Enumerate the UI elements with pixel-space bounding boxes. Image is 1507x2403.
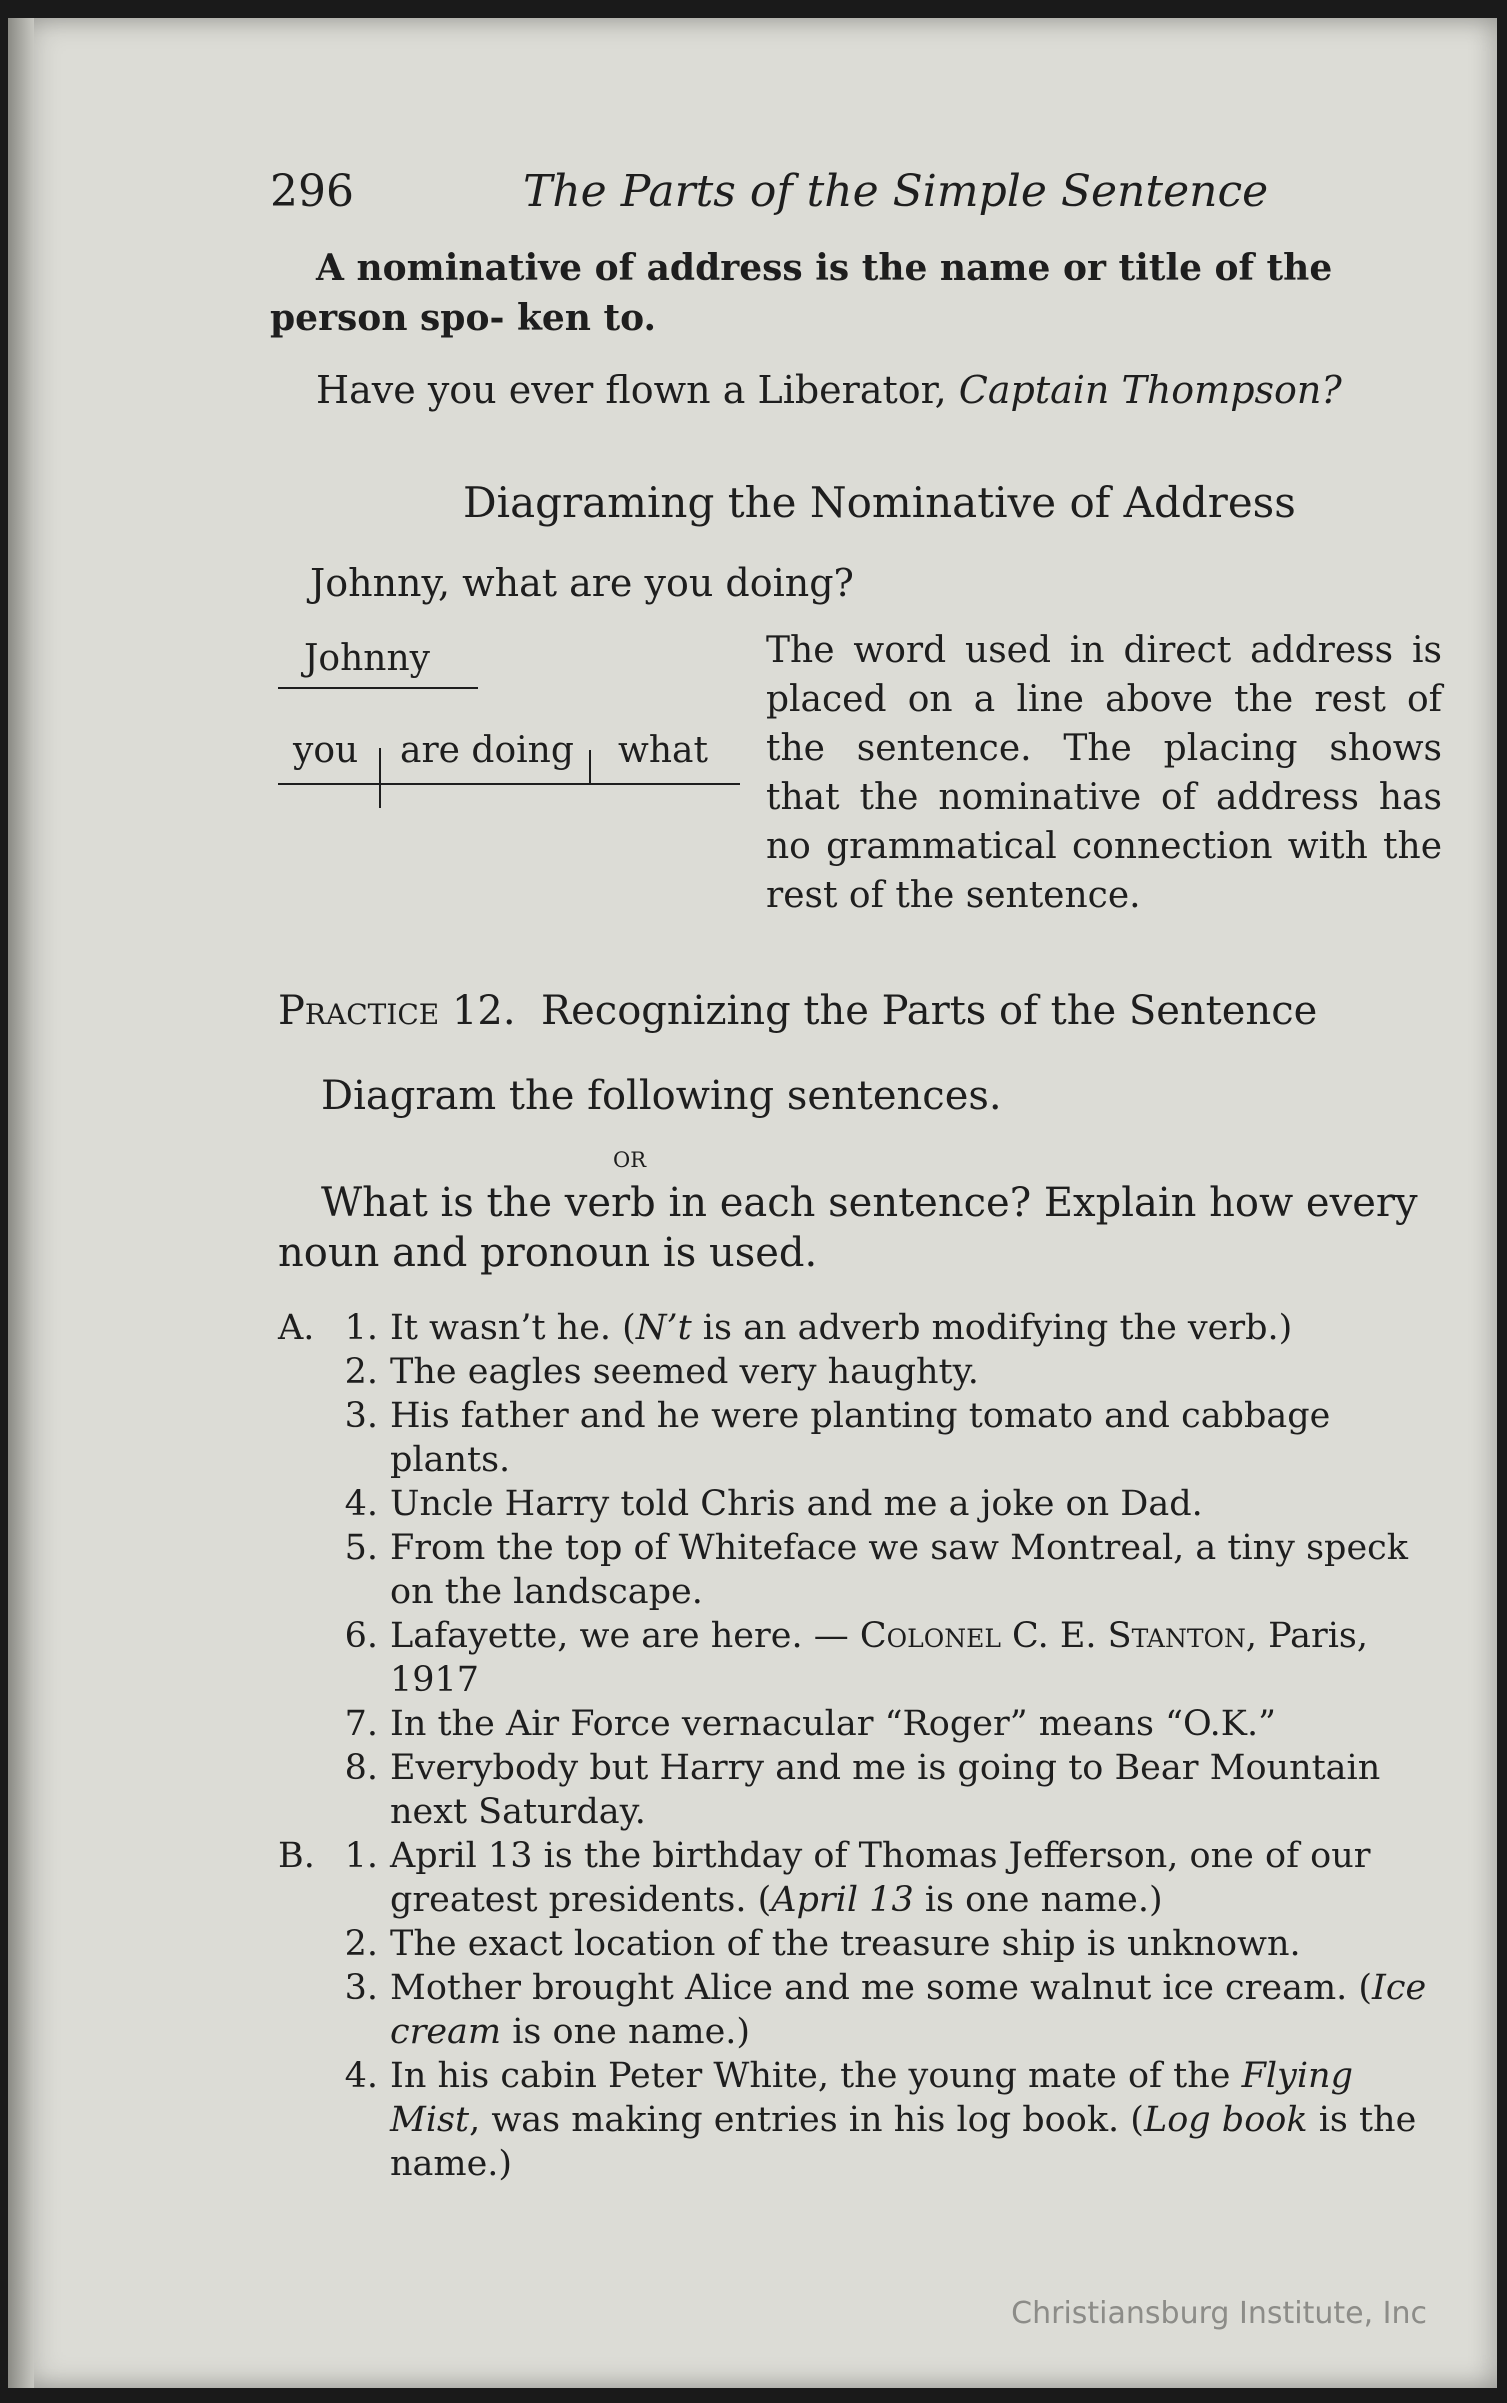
list-item (278, 1922, 1448, 1966)
list-item (278, 1614, 1448, 1702)
instruction-explain (278, 1178, 1443, 1278)
definition-paragraph (270, 243, 1445, 343)
list-item (278, 1746, 1448, 1834)
item-number: 6. (344, 1616, 378, 1656)
practice-heading (278, 988, 1317, 1034)
book-spine (8, 18, 34, 2388)
definition-text: A nominative of address is the name or title of the person spo- ken to. (270, 247, 1333, 339)
diagram-explanation: The word used in direct address is placed on a line above the rest of the sentence. The placing shows that the nominative of address has no grammatical connection with the rest of the sentence. (766, 630, 1442, 916)
watermark: Christiansburg Institute, Inc (1011, 2296, 1427, 2331)
book-page (8, 18, 1497, 2388)
list-item (278, 1394, 1448, 1482)
instruction-explain-text: What is the verb in each sentence? Explain how every noun and pronoun is used. (278, 1180, 1418, 1276)
address-example (316, 368, 1342, 412)
item-number: 2. (344, 1924, 378, 1964)
item-text: In his cabin Peter White, the young mate of the Flying Mist, was making entries in his log book. (Log book is the name.) (390, 2056, 1417, 2184)
instruction-diagram: Diagram the following sentences. (321, 1073, 1002, 1119)
diagram-object-word: what (618, 730, 708, 771)
item-text: April 13 is the birthday of Thomas Jefferson, one of our greatest presidents. (April 13 is one name.) (390, 1836, 1371, 1920)
diagram-subject-word: you (293, 730, 359, 771)
page-number: 296 (270, 166, 354, 217)
item-number: 3. (344, 1968, 378, 2008)
practice-title: Recognizing the Parts of the Sentence (541, 988, 1318, 1034)
list-item (278, 2054, 1448, 2186)
section-a-label: A. (278, 1308, 315, 1348)
item-text: The eagles seemed very haughty. (390, 1352, 979, 1392)
diagram-example-sentence: Johnny, what are you doing? (310, 561, 854, 605)
item-text: Everybody but Harry and me is going to Bear Mountain next Saturday. (390, 1748, 1381, 1832)
item-number: 4. (344, 2056, 378, 2096)
item-text: It wasn’t he. (N’t is an adverb modifying the verb.) (390, 1308, 1293, 1348)
or-separator: or (613, 1140, 647, 1175)
item-text: Lafayette, we are here. — Colonel C. E. Stanton, Paris, 1917 (390, 1616, 1369, 1700)
item-number: 4. (344, 1484, 378, 1524)
item-text: In the Air Force vernacular “Roger” means “O.K.” (390, 1704, 1276, 1744)
list-item (278, 1702, 1448, 1746)
item-text: Mother brought Alice and me some walnut ice cream. (Ice cream is one name.) (390, 1968, 1427, 2052)
section-heading: Diagraming the Nominative of Address (463, 478, 1296, 527)
sentence-diagram (270, 628, 750, 818)
item-number: 1. (344, 1836, 378, 1876)
item-number: 1. (344, 1308, 378, 1348)
address-example-text: Have you ever flown a Liberator, (316, 368, 959, 412)
item-number: 8. (344, 1748, 378, 1788)
list-item (278, 1482, 1448, 1526)
item-text: His father and he were planting tomato and cabbage plants. (390, 1396, 1331, 1480)
section-b-label: B. (278, 1836, 315, 1876)
item-number: 5. (344, 1528, 378, 1568)
item-text: Uncle Harry told Chris and me a joke on Dad. (390, 1484, 1203, 1524)
practice-label: Practice 12. (278, 988, 516, 1034)
list-item (278, 1966, 1448, 2054)
item-number: 2. (344, 1352, 378, 1392)
list-item (278, 1834, 1448, 1922)
list-item (278, 1526, 1448, 1614)
exercise-list (278, 1306, 1448, 2186)
list-item (278, 1350, 1448, 1394)
diagram-verb-word: are doing (400, 730, 574, 771)
address-example-name: Captain Thompson? (958, 368, 1342, 412)
item-number: 3. (344, 1396, 378, 1436)
list-item (278, 1306, 1448, 1350)
running-title: The Parts of the Simple Sentence (523, 166, 1269, 217)
item-text: The exact location of the treasure ship is unknown. (390, 1924, 1301, 1964)
item-number: 7. (344, 1704, 378, 1744)
item-text: From the top of Whiteface we saw Montreal, a tiny speck on the landscape. (390, 1528, 1408, 1612)
diagram-address-word: Johnny (304, 638, 430, 679)
